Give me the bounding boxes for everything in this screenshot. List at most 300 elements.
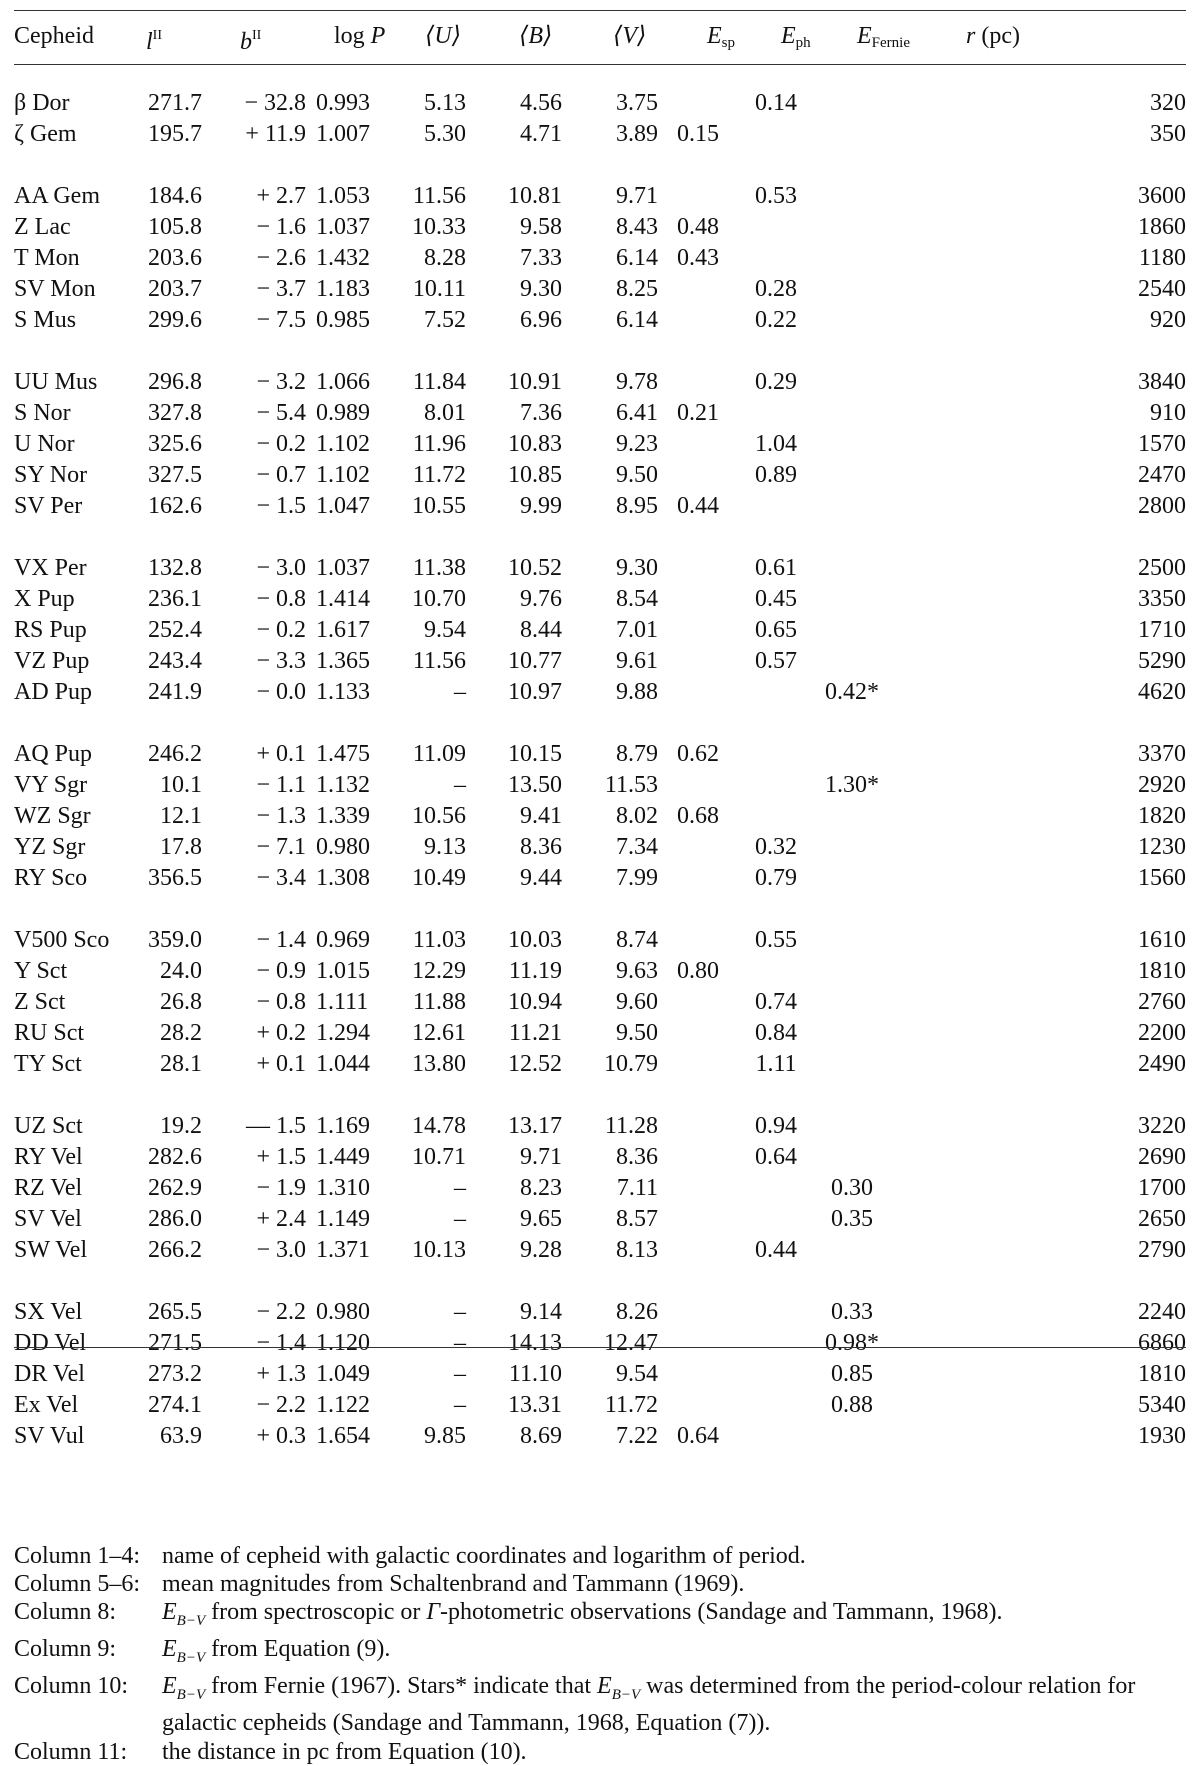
mean-v-mag: 9.63 <box>616 958 658 984</box>
log-period: 0.989 <box>316 400 370 426</box>
note-text-part: E <box>162 1636 177 1663</box>
table-row <box>14 677 1186 708</box>
galactic-longitude: 274.1 <box>148 1392 202 1418</box>
e-ph <box>738 1359 814 1390</box>
note-label: Column 1–4: <box>14 1543 141 1569</box>
distance-pc: 3840 <box>1138 369 1186 395</box>
mean-v-mag: 8.95 <box>616 493 658 519</box>
galactic-latitude: − 1.4 <box>256 1330 306 1356</box>
cepheid-name: UZ Sct <box>14 1113 83 1139</box>
e-sp <box>658 150 738 212</box>
note-text <box>162 1542 1186 1570</box>
e-sp <box>658 1328 738 1359</box>
log-period: 0.980 <box>316 1299 370 1325</box>
distance-pc: 1810 <box>1138 1361 1186 1387</box>
note-text <box>162 1598 1186 1635</box>
cepheid-name: Z Lac <box>14 214 71 240</box>
e-fernie <box>814 863 890 894</box>
e-fernie <box>814 336 890 398</box>
galactic-latitude: − 0.8 <box>256 586 306 612</box>
e-sp: 0.21 <box>677 400 719 426</box>
cepheid-name: V500 Sco <box>14 927 110 953</box>
galactic-longitude: 273.2 <box>148 1361 202 1387</box>
cepheid-name: VY Sgr <box>14 772 88 798</box>
note-text-part: from spectroscopic or <box>205 1599 427 1626</box>
e-sp <box>658 522 738 584</box>
mean-u-mag: 10.11 <box>412 276 466 302</box>
mean-b-mag: 8.44 <box>520 617 562 643</box>
mean-u-mag: 7.52 <box>424 307 466 333</box>
distance-pc: 2800 <box>1138 493 1186 519</box>
table-row <box>14 646 1186 677</box>
galactic-latitude: − 1.5 <box>256 493 306 519</box>
distance-pc: 2690 <box>1138 1144 1186 1170</box>
table-row <box>14 615 1186 646</box>
header-r: r (pc) <box>966 23 1020 49</box>
cepheid-name: AA Gem <box>14 183 100 209</box>
mean-u-mag: 12.29 <box>412 958 466 984</box>
e-ph <box>738 1328 814 1359</box>
cepheid-name: AQ Pup <box>14 741 93 767</box>
galactic-longitude: 271.7 <box>148 90 202 116</box>
galactic-latitude: − 1.1 <box>256 772 306 798</box>
cepheid-name: SW Vel <box>14 1237 88 1263</box>
mean-u-mag: 10.56 <box>412 803 466 829</box>
e-fernie <box>814 584 890 615</box>
cepheid-name: SV Vul <box>14 1423 85 1449</box>
log-period: 1.066 <box>316 369 370 395</box>
e-fernie: 0.33 <box>831 1299 873 1325</box>
galactic-longitude: 63.9 <box>160 1423 202 1449</box>
header-esp: $E_{sp}$ <box>707 23 736 51</box>
table-row <box>14 429 1186 460</box>
header-eph: $E_{ph}$ <box>781 23 811 51</box>
e-fernie <box>814 801 890 832</box>
log-period: 1.133 <box>316 679 370 705</box>
mean-v-mag: 9.54 <box>616 1361 658 1387</box>
cepheid-name: WZ Sgr <box>14 803 91 829</box>
mean-u-mag: – <box>454 1299 466 1325</box>
galactic-longitude: 28.1 <box>160 1051 202 1077</box>
mean-b-mag: 9.76 <box>520 586 562 612</box>
mean-v-mag: 8.57 <box>616 1206 658 1232</box>
e-sp <box>658 832 738 863</box>
mean-u-mag: 11.56 <box>412 183 466 209</box>
header-b: $b^{II}$ <box>240 28 262 55</box>
galactic-longitude: 246.2 <box>148 741 202 767</box>
table-row <box>14 1328 1186 1359</box>
cepheid-name: SV Mon <box>14 276 96 302</box>
table-row <box>14 212 1186 243</box>
mean-v-mag: 8.02 <box>616 803 658 829</box>
column-note <box>14 1570 1186 1598</box>
e-fernie <box>814 460 890 491</box>
mean-u-mag: – <box>454 1361 466 1387</box>
e-sp <box>658 677 738 708</box>
galactic-latitude: + 2.7 <box>256 183 306 209</box>
table-row <box>14 1390 1186 1421</box>
e-sp <box>658 1049 738 1080</box>
mean-b-mag: 9.14 <box>520 1299 562 1325</box>
distance-pc: 1610 <box>1138 927 1186 953</box>
e-fernie <box>814 615 890 646</box>
log-period: 1.053 <box>316 183 370 209</box>
galactic-longitude: 356.5 <box>148 865 202 891</box>
log-period: 1.037 <box>316 214 370 240</box>
e-fernie <box>814 1142 890 1173</box>
mean-u-mag: 11.88 <box>412 989 466 1015</box>
table-row <box>14 1204 1186 1235</box>
galactic-longitude: 325.6 <box>148 431 202 457</box>
mean-u-mag: – <box>454 772 466 798</box>
galactic-longitude: 28.2 <box>160 1020 202 1046</box>
distance-pc: 2920 <box>1138 772 1186 798</box>
e-sp <box>658 894 738 956</box>
e-ph <box>738 119 814 150</box>
table-row <box>14 491 1186 522</box>
note-text <box>162 1738 1186 1766</box>
galactic-latitude: − 3.2 <box>256 369 306 395</box>
e-fernie <box>814 1235 890 1266</box>
galactic-longitude: 299.6 <box>148 307 202 333</box>
mean-v-mag: 3.75 <box>616 90 658 116</box>
log-period: 0.985 <box>316 307 370 333</box>
note-label: Column 10: <box>14 1673 129 1700</box>
note-text-part: E <box>162 1599 177 1626</box>
log-period: 1.310 <box>316 1175 370 1201</box>
distance-pc: 3600 <box>1138 183 1186 209</box>
distance-pc: 2200 <box>1138 1020 1186 1046</box>
column-note <box>14 1738 1186 1766</box>
table-row <box>14 894 1186 956</box>
note-label: Column 11: <box>14 1738 128 1765</box>
log-period: 1.149 <box>316 1206 370 1232</box>
e-fernie: 0.98* <box>825 1330 879 1356</box>
table-row <box>14 1359 1186 1390</box>
mean-b-mag: 10.03 <box>508 927 562 953</box>
note-text <box>162 1672 1186 1737</box>
table-row <box>14 88 1186 119</box>
mean-b-mag: 10.85 <box>508 462 562 488</box>
table-row <box>14 119 1186 150</box>
distance-pc: 910 <box>1150 400 1186 426</box>
mean-v-mag: 10.79 <box>604 1051 658 1077</box>
galactic-longitude: 184.6 <box>148 183 202 209</box>
galactic-longitude: 266.2 <box>148 1237 202 1263</box>
log-period: 1.169 <box>316 1113 370 1139</box>
mean-v-mag: 9.30 <box>616 555 658 581</box>
cepheid-name: UU Mus <box>14 369 98 395</box>
mean-v-mag: 7.11 <box>616 1175 658 1201</box>
galactic-latitude: + 1.5 <box>256 1144 306 1170</box>
table-row <box>14 336 1186 398</box>
e-sp <box>658 987 738 1018</box>
cepheid-name: DD Vel <box>14 1330 87 1356</box>
e-ph: 0.45 <box>755 586 797 612</box>
mean-b-mag: 9.58 <box>520 214 562 240</box>
log-period: 1.111 <box>316 989 369 1015</box>
mean-b-mag: 10.91 <box>508 369 562 395</box>
e-fernie <box>814 987 890 1018</box>
galactic-longitude: 271.5 <box>148 1330 202 1356</box>
e-ph <box>738 491 814 522</box>
galactic-longitude: 203.7 <box>148 276 202 302</box>
distance-pc: 1710 <box>1138 617 1186 643</box>
cepheid-name: SX Vel <box>14 1299 83 1325</box>
mean-v-mag: 7.01 <box>616 617 658 643</box>
galactic-longitude: 327.8 <box>148 400 202 426</box>
table-row <box>14 1235 1186 1266</box>
e-fernie <box>814 894 890 956</box>
mean-b-mag: 13.31 <box>508 1392 562 1418</box>
mean-u-mag: 9.54 <box>424 617 466 643</box>
cepheid-name: S Nor <box>14 400 71 426</box>
cepheid-name: RY Vel <box>14 1144 83 1170</box>
mean-b-mag: 8.36 <box>520 834 562 860</box>
e-ph <box>738 243 814 274</box>
cepheid-name: X Pup <box>14 586 75 612</box>
e-ph: 0.44 <box>755 1237 797 1263</box>
mean-v-mag: 9.71 <box>616 183 658 209</box>
log-period: 1.122 <box>316 1392 370 1418</box>
e-sp <box>658 305 738 336</box>
mean-v-mag: 6.41 <box>616 400 658 426</box>
table-row <box>14 1421 1186 1452</box>
log-period: 1.414 <box>316 586 370 612</box>
mean-u-mag: 11.09 <box>412 741 466 767</box>
mean-v-mag: 8.36 <box>616 1144 658 1170</box>
note-text-part: name of cepheid with galactic coordinates and logarithm of period. <box>162 1543 806 1569</box>
galactic-latitude: − 0.8 <box>256 989 306 1015</box>
galactic-latitude: − 0.2 <box>256 431 306 457</box>
distance-pc: 2540 <box>1138 276 1186 302</box>
e-fernie <box>814 429 890 460</box>
distance-pc: 5290 <box>1138 648 1186 674</box>
e-fernie <box>814 119 890 150</box>
e-ph: 0.89 <box>755 462 797 488</box>
mean-b-mag: 9.28 <box>520 1237 562 1263</box>
table-row <box>14 274 1186 305</box>
cepheid-name: RY Sco <box>14 865 88 891</box>
distance-pc: 3350 <box>1138 586 1186 612</box>
e-fernie <box>814 832 890 863</box>
table-row <box>14 708 1186 770</box>
e-ph <box>738 1390 814 1421</box>
header-bmag: ⟨B⟩ <box>519 23 553 49</box>
mean-v-mag: 7.99 <box>616 865 658 891</box>
distance-pc: 1560 <box>1138 865 1186 891</box>
log-period: 1.654 <box>316 1423 370 1449</box>
mean-v-mag: 8.25 <box>616 276 658 302</box>
header-v: ⟨V⟩ <box>613 23 647 49</box>
note-text-part: E <box>162 1673 177 1700</box>
mean-u-mag: 5.30 <box>424 121 466 147</box>
mean-b-mag: 14.13 <box>508 1330 562 1356</box>
galactic-latitude: − 1.3 <box>256 803 306 829</box>
galactic-longitude: 10.1 <box>160 772 202 798</box>
e-sp <box>658 336 738 398</box>
table-row <box>14 1173 1186 1204</box>
distance-pc: 2490 <box>1138 1051 1186 1077</box>
mean-v-mag: 8.13 <box>616 1237 658 1263</box>
mean-b-mag: 13.50 <box>508 772 562 798</box>
distance-pc: 320 <box>1150 90 1186 116</box>
galactic-latitude: + 0.3 <box>256 1423 306 1449</box>
mean-b-mag: 12.52 <box>508 1051 562 1077</box>
cepheid-name: DR Vel <box>14 1361 85 1387</box>
table-row <box>14 460 1186 491</box>
e-fernie: 1.30* <box>825 772 879 798</box>
e-fernie <box>814 305 890 336</box>
galactic-longitude: 327.5 <box>148 462 202 488</box>
e-ph: 1.11 <box>755 1051 797 1077</box>
e-sp <box>658 1266 738 1328</box>
e-sp <box>658 274 738 305</box>
cepheid-name: RU Sct <box>14 1020 85 1046</box>
e-ph: 0.22 <box>755 307 797 333</box>
galactic-latitude: − 3.4 <box>256 865 306 891</box>
distance-pc: 350 <box>1150 121 1186 147</box>
cepheid-name: SV Per <box>14 493 83 519</box>
header-cepheid: Cepheid <box>14 23 94 49</box>
e-ph <box>738 770 814 801</box>
e-ph: 0.84 <box>755 1020 797 1046</box>
galactic-longitude: 203.6 <box>148 245 202 271</box>
e-ph: 0.74 <box>755 989 797 1015</box>
e-sp: 0.64 <box>677 1423 719 1449</box>
note-text-part: from Equation (9). <box>205 1636 391 1663</box>
table-row <box>14 832 1186 863</box>
e-ph <box>738 801 814 832</box>
cepheid-name: S Mus <box>14 307 77 333</box>
e-sp <box>658 1235 738 1266</box>
mean-v-mag: 8.26 <box>616 1299 658 1325</box>
galactic-latitude: − 7.1 <box>256 834 306 860</box>
galactic-latitude: + 0.1 <box>256 1051 306 1077</box>
mean-v-mag: 8.79 <box>616 741 658 767</box>
galactic-latitude: — 1.5 <box>246 1113 306 1139</box>
log-period: 0.980 <box>316 834 370 860</box>
table-row <box>14 243 1186 274</box>
cepheid-name: Y Sct <box>14 958 68 984</box>
mean-b-mag: 13.17 <box>508 1113 562 1139</box>
galactic-latitude: − 7.5 <box>256 307 306 333</box>
distance-pc: 6860 <box>1138 1330 1186 1356</box>
column-note <box>14 1542 1186 1570</box>
galactic-longitude: 12.1 <box>160 803 202 829</box>
e-ph: 0.94 <box>755 1113 797 1139</box>
galactic-longitude: 17.8 <box>160 834 202 860</box>
e-fernie <box>814 956 890 987</box>
distance-pc: 1810 <box>1138 958 1186 984</box>
cepheid-name: ζ Gem <box>14 121 77 147</box>
e-sp <box>658 460 738 491</box>
note-text-part: E <box>597 1673 612 1700</box>
note-text-part: mean magnitudes from Schaltenbrand and Tammann (1969). <box>162 1571 745 1598</box>
mean-v-mag: 9.88 <box>616 679 658 705</box>
column-note <box>14 1635 1186 1672</box>
e-sp: 0.44 <box>677 493 719 519</box>
log-period: 1.132 <box>316 772 370 798</box>
log-period: 1.365 <box>316 648 370 674</box>
mean-b-mag: 10.83 <box>508 431 562 457</box>
bottom-rule <box>14 1347 1186 1348</box>
mean-u-mag: 8.01 <box>424 400 466 426</box>
e-fernie <box>814 243 890 274</box>
e-ph <box>738 956 814 987</box>
table-row <box>14 956 1186 987</box>
e-sp: 0.48 <box>677 214 719 240</box>
e-ph <box>738 212 814 243</box>
log-period: 1.120 <box>316 1330 370 1356</box>
mean-b-mag: 7.36 <box>520 400 562 426</box>
mean-u-mag: – <box>454 679 466 705</box>
mean-u-mag: 11.03 <box>412 927 466 953</box>
mean-b-mag: 6.96 <box>520 307 562 333</box>
note-text-part: -photometric observations (Sandage and Tammann, 1968). <box>440 1599 1003 1626</box>
galactic-longitude: 296.8 <box>148 369 202 395</box>
log-period: 1.007 <box>316 121 370 147</box>
mean-v-mag: 8.74 <box>616 927 658 953</box>
e-ph <box>738 708 814 770</box>
cepheid-name: AD Pup <box>14 679 93 705</box>
galactic-latitude: − 2.2 <box>256 1299 306 1325</box>
cepheid-name: RZ Vel <box>14 1175 83 1201</box>
e-ph <box>738 1421 814 1452</box>
e-sp <box>658 646 738 677</box>
e-ph: 0.65 <box>755 617 797 643</box>
cepheid-name: SV Vel <box>14 1206 82 1232</box>
e-ph <box>738 1204 814 1235</box>
distance-pc: 2500 <box>1138 555 1186 581</box>
e-sp <box>658 1142 738 1173</box>
e-ph: 0.53 <box>755 183 797 209</box>
galactic-latitude: − 0.7 <box>256 462 306 488</box>
e-fernie <box>814 274 890 305</box>
mean-b-mag: 10.77 <box>508 648 562 674</box>
distance-pc: 1820 <box>1138 803 1186 829</box>
mean-u-mag: 5.13 <box>424 90 466 116</box>
distance-pc: 4620 <box>1138 679 1186 705</box>
galactic-longitude: 162.6 <box>148 493 202 519</box>
distance-pc: 5340 <box>1138 1392 1186 1418</box>
e-fernie <box>814 1018 890 1049</box>
table-row <box>14 522 1186 584</box>
table-row <box>14 1266 1186 1328</box>
galactic-latitude: + 0.2 <box>256 1020 306 1046</box>
distance-pc: 1180 <box>1138 245 1186 271</box>
e-sp <box>658 1173 738 1204</box>
mean-u-mag: 10.70 <box>412 586 466 612</box>
mean-u-mag: 9.85 <box>424 1423 466 1449</box>
galactic-latitude: − 32.8 <box>244 90 306 116</box>
e-ph: 0.64 <box>755 1144 797 1170</box>
note-text-part: B−V <box>176 1687 206 1704</box>
log-period: 1.044 <box>316 1051 370 1077</box>
mean-u-mag: – <box>454 1175 466 1201</box>
cepheid-name: Ex Vel <box>14 1392 79 1418</box>
column-notes <box>14 1542 1186 1766</box>
distance-pc: 1930 <box>1138 1423 1186 1449</box>
e-ph <box>738 398 814 429</box>
e-sp <box>658 584 738 615</box>
e-ph: 0.57 <box>755 648 797 674</box>
mean-v-mag: 11.72 <box>604 1392 658 1418</box>
note-label: Column 8: <box>14 1599 117 1626</box>
log-period: 1.049 <box>316 1361 370 1387</box>
mean-u-mag: 12.61 <box>412 1020 466 1046</box>
mean-v-mag: 9.23 <box>616 431 658 457</box>
